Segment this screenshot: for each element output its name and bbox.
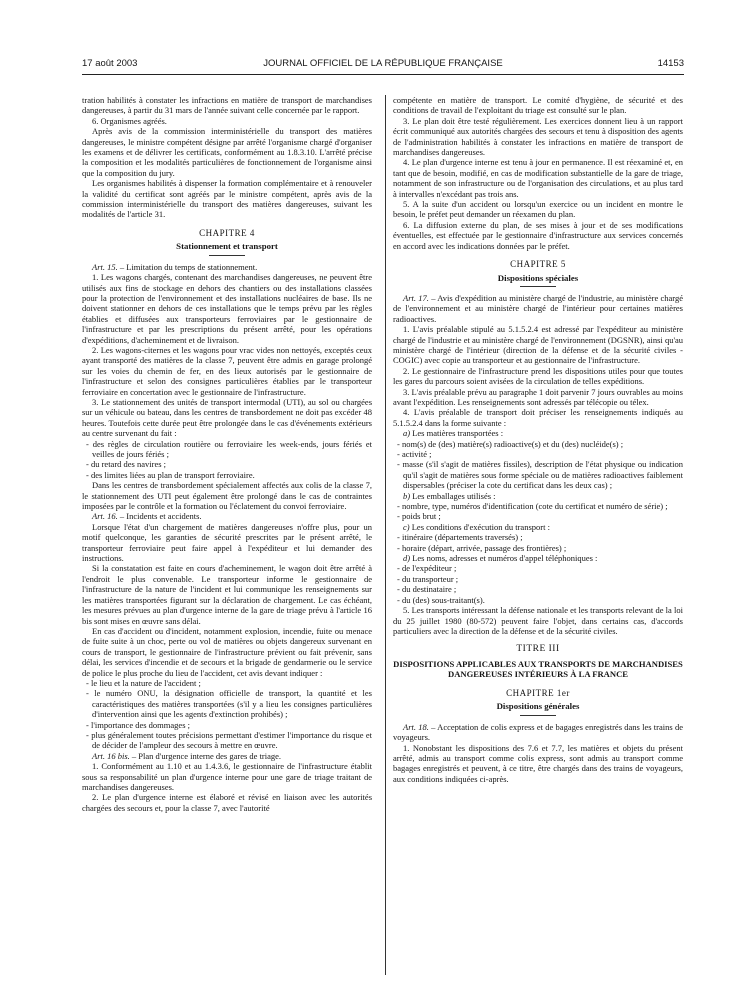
chapter-title: Dispositions générales <box>496 701 580 712</box>
paragraph: 2. Le plan d'urgence interne est élaboré et révisé en liaison avec les autorités chargées des secours et, pour la classe 7, avec l'autorité <box>82 792 372 813</box>
article-number: Art. 15. <box>92 261 118 272</box>
article-number: Art. 16 <box>92 750 116 761</box>
list-item: - poids brut ; <box>393 511 683 521</box>
dash-list <box>82 439 372 481</box>
chapter-heading: CHAPITRE 5 <box>510 259 566 270</box>
article-number: Art. 17. <box>403 292 429 303</box>
article-title: – Avis d'expédition au ministère chargé de l'industrie, au ministère chargé de l'environnement et au ministère chargé de l'intérieur pour certaines matières radioactives. <box>393 292 683 324</box>
header-page-number: 14153 <box>657 58 684 69</box>
dash-list <box>82 678 372 751</box>
paragraph: 5. Les transports intéressant la défense nationale et les transports relevant de la loi du 25 juillet 1980 (80-572) peuvent faire l'objet, dans certains cas, d'accords particuliers avec la direction de la défense et de la sécurité civiles. <box>393 605 683 636</box>
sub-label: b) <box>403 490 411 501</box>
article-suffix: bis. <box>117 750 130 761</box>
title-heading: TITRE III <box>516 644 560 655</box>
list-item: - nom(s) de (des) matière(s) radioactive(s) et du (des) nucléide(s) ; <box>393 439 683 449</box>
paragraph: Si la constatation est faite en cours d'acheminement, le wagon doit être arrêté à l'endroit le plus convenable. Le transporteur informe le gestionnaire de l'infrastructure de la nature de l'incident et lui communique les renseignements sur les matières transportées figurant sur la déclaration de chargement. Le cas échéant, les mesures prévues au plan d'urgence interne de la gare de triage prévu à l'article 16 bis sont mises en œuvre sans délai. <box>82 563 372 626</box>
section-rule <box>209 255 245 256</box>
list-item: - du retard des navires ; <box>82 459 372 469</box>
page-header <box>82 58 684 72</box>
sub-heading <box>393 491 683 501</box>
list-item: - plus généralement toutes précisions permettant d'estimer l'importance du risque et de décider de l'ampleur des secours à mettre en œuvre. <box>82 730 372 751</box>
header-journal-title: JOURNAL OFFICIEL DE LA RÉPUBLIQUE FRANÇAISE <box>263 58 503 69</box>
paragraph: tration habilités à constater les infractions en matière de transport de marchandises dangereuses, à partir du 31 mars de l'année suivant celle concernée par le rapport. <box>82 95 372 116</box>
sub-heading <box>393 522 683 532</box>
paragraph: 2. Le gestionnaire de l'infrastructure prend les dispositions utiles pour que toutes les gares du parcours soient avisées de la circulation de telles expéditions. <box>393 365 683 387</box>
paragraph: 3. Le stationnement des unités de transport intermodal (UTI), au sol ou chargées sur un véhicule ou bateau, dans les centres de transbordement ne doit pas excéder 48 heures. Toutefois cette durée peut être prolongée dans le cas d'événements extérieurs au centre survenant du fait : <box>82 396 372 439</box>
list-item: - nombre, type, numéros d'identification (cote du certificat et numéro de série) ; <box>393 501 683 511</box>
paragraph: 4. Le plan d'urgence interne est tenu à jour en permanence. Il est réexaminé et, en tant que de besoin, modifié, en cas de modification substantielle de la gare de triage, notamment de son infrastructure ou de l'organisation des circulations, et au plus tard à intervalles n'excédant pas trois ans. <box>393 157 683 199</box>
list-item: - du (des) sous-traitant(s). <box>393 595 683 605</box>
list-item: - le numéro ONU, la désignation officielle de transport, la quantité et les caractéristiques des matières transportées (s'il y a lieu les consignes particulières d'intervention ainsi que les agents d'extinction prohibés) ; <box>82 688 372 719</box>
dash-list <box>393 563 683 605</box>
list-item: - activité ; <box>393 449 683 459</box>
dash-list <box>393 439 683 491</box>
article-number: Art. 18. <box>403 721 429 732</box>
list-item: - l'importance des dommages ; <box>82 720 372 730</box>
list-item: - des règles de circulation routière ou ferroviaire les week-ends, jours fériés et veilles de jours fériés ; <box>82 439 372 460</box>
sub-label: d) <box>403 553 411 564</box>
sub-label: c) <box>403 521 410 532</box>
list-item: - masse (s'il s'agit de matières fissiles), description de l'état physique ou indication qu'il s'agit de matières sous forme spéciale ou de matières radioactives faiblement dispersables (préciser la cote du certificat dans les deux cas) ; <box>393 459 683 490</box>
paragraph: 5. A la suite d'un accident ou lorsqu'un exercice ou un incident en montre le besoin, le préfet peut demander un réexamen du plan. <box>393 199 683 220</box>
sub-heading <box>393 553 683 563</box>
paragraph: Après avis de la commission interministérielle du transport des matières dangereuses, le ministre compétent désigne par arrêté l'organisme chargé d'organiser les examens et de délivrer les certificats, conformément au 1.8.3.10. L'arrêté précise la composition et les modalités particulières de fonctionnement de l'organisme ainsi que la composition du jury. <box>82 126 372 178</box>
chapter-title: Dispositions spéciales <box>497 272 579 283</box>
list-item: - du destinataire ; <box>393 584 683 594</box>
list-item: - du transporteur ; <box>393 574 683 584</box>
section-rule <box>520 286 556 287</box>
right-column <box>393 95 683 985</box>
paragraph: 2. Les wagons-citernes et les wagons pour vrac vides non nettoyés, exceptés ceux ayant transporté des matières de la classe 7, peuvent être admis en garage prolongé sur les voies du chemin de fer, en des lieux autorisés par le gestionnaire de l'infrastructure et selon des consignes particulières établies par le transporteur ferroviaire en concertation avec le gestionnaire de l'infrastructure. <box>82 344 372 397</box>
paragraph: Les organismes habilités à dispenser la formation complémentaire et à renouveler la validité du certificat sont agréés par le ministre compétent, après avis de la commission interministérielle du transport des matières dangereuses, suivant les modalités de l'article 31. <box>82 178 372 220</box>
left-column <box>82 95 372 985</box>
title-subheading: DISPOSITIONS APPLICABLES AUX TRANSPORTS DE MARCHANDISES DANGEREUSES INTÉRIEURS À LA FRANCE <box>393 658 683 680</box>
header-date: 17 août 2003 <box>82 58 138 69</box>
article-heading <box>82 751 372 761</box>
article-title: – Acceptation de colis express et de bagages enregistrés dans les trains de voyageurs. <box>393 721 683 743</box>
paragraph: 3. Le plan doit être testé régulièrement. Les exercices donnent lieu à un rapport écrit communiqué aux autorités chargées des secours et tenu à disposition des agents de l'administration habilités à constater les infractions en matière de transport de marchandises dangereuses. <box>393 115 683 158</box>
paragraph: 6. La diffusion externe du plan, de ses mises à jour et de ses modifications éventuelles, est effectuée par le gestionnaire d'infrastructure aux services concernés en accord avec les indications données par le préfet. <box>393 219 683 251</box>
paragraph: 6. Organismes agréés. <box>92 115 167 126</box>
article-title: – Limitation du temps de stationnement. <box>119 261 258 272</box>
paragraph: compétente en matière de transport. Le comité d'hygiène, de sécurité et des conditions de travail de l'exploitant du triage est consulté sur le plan. <box>393 95 683 116</box>
article-title: – Incidents et accidents. <box>119 511 202 522</box>
list-item: - des limites liées au plan de transport ferroviaire. <box>82 470 372 480</box>
paragraph: 1. L'avis préalable stipulé au 5.1.5.2.4 est adressé par l'expéditeur au ministère chargé de l'industrie et au ministère chargé de l'environnement (DGSNR), ainsi qu'au ministère chargé de l'intérieur (direction de la défense et de la sécurité civiles - COGIC) avec copie au transporteur et au gestionnaire de l'infrastructure. <box>393 324 683 366</box>
paragraph: En cas d'accident ou d'incident, notamment explosion, incendie, fuite ou menace de fuite suite à un choc, perte ou vol de matières ou objets dangereux survenant en cours de transport, le gestionnaire de l'infrastructure prévient ou fait prévenir, sans délai, les services d'incendie et de secours et la brigade de gendarmerie ou le service de police le plus proche du lieu de l'accident, cet avis devant indiquer : <box>82 625 372 678</box>
sub-label: a) <box>403 428 411 439</box>
paragraph: Dans les centres de transbordement spécialement affectés aux colis de la classe 7, le stationnement des UTI peut également être prolongé dans le cas de contraintes imposées par le contrôle et la formation ou l'éclatement du convoi ferroviaire. <box>82 480 372 512</box>
section-rule <box>520 715 556 716</box>
article-heading <box>82 262 372 272</box>
dash-list <box>393 501 683 522</box>
paragraph: 1. Nonobstant les dispositions des 7.6 et 7.7, les matières et objets du présent arrêté, admis au transport comme colis express, sont admis au transport comme bagages enregistrés et peuvent, à ce titre, être chargés dans des trains de voyageurs, aux conditions indiquées ci-après. <box>393 742 683 784</box>
article-number: Art. 16. <box>92 511 118 522</box>
chapter-heading: CHAPITRE 4 <box>199 227 255 238</box>
chapter-title: Stationnement et transport <box>176 241 278 252</box>
paragraph: 4. L'avis préalable de transport doit préciser les renseignements indiqués au 5.1.5.2.4 dans la forme suivante : <box>393 407 683 428</box>
article-heading <box>393 293 683 324</box>
chapter-heading: CHAPITRE 1er <box>506 687 570 698</box>
dash-list <box>393 532 683 553</box>
sub-text: Les conditions d'exécution du transport : <box>411 521 550 532</box>
article-heading <box>393 722 683 743</box>
article-heading <box>82 511 372 521</box>
list-item: - le lieu et la nature de l'accident ; <box>82 678 372 688</box>
header-rule <box>82 74 684 75</box>
list-item: - horaire (départ, arrivée, passage des frontières) ; <box>393 543 683 553</box>
sub-text: Les noms, adresses et numéros d'appel téléphoniques : <box>412 553 598 564</box>
paragraph: 3. L'avis préalable prévu au paragraphe 1 doit parvenir 7 jours ouvrables au moins avant l'expédition. Les renseignements sont adressés par télécopie ou télex. <box>393 386 683 407</box>
article-title: – Plan d'urgence interne des gares de triage. <box>131 750 282 761</box>
column-divider <box>385 95 386 975</box>
list-item: - itinéraire (départements traversés) ; <box>393 532 683 542</box>
sub-heading <box>393 428 683 438</box>
sub-text: Les emballages utilisés : <box>412 490 496 501</box>
list-item: - de l'expéditeur ; <box>393 563 683 573</box>
sub-text: Les matières transportées : <box>412 428 504 439</box>
paragraph: 1. Les wagons chargés, contenant des marchandises dangereuses, ne peuvent être utilisés aux fins de stockage en dehors des chantiers ou des installations classées pour la protection de l'environnement et des installations nucléaires de base. Ils ne doivent stationner en dehors de ces installations que le temps prévu par les règles établies et diffusées aux transporteurs ferroviaires par le gestionnaire de l'infrastructure et par les prescriptions du présent arrêté, pour les opérations d'expéditions, d'acheminement et de livraison. <box>82 272 372 345</box>
paragraph: 1. Conformément au 1.10 et au 1.4.3.6, le gestionnaire de l'infrastructure établit sous sa responsabilité un plan d'urgence interne pour une gare de triage traitant de marchandises dangereuses. <box>82 761 372 792</box>
paragraph: Lorsque l'état d'un chargement de matières dangereuses n'offre plus, pour un motif quelconque, les garanties de sécurité prescrites par le présent arrêté, le transporteur ferroviaire peut faire appel à l'expéditeur et lui demander des instructions. <box>82 521 372 564</box>
